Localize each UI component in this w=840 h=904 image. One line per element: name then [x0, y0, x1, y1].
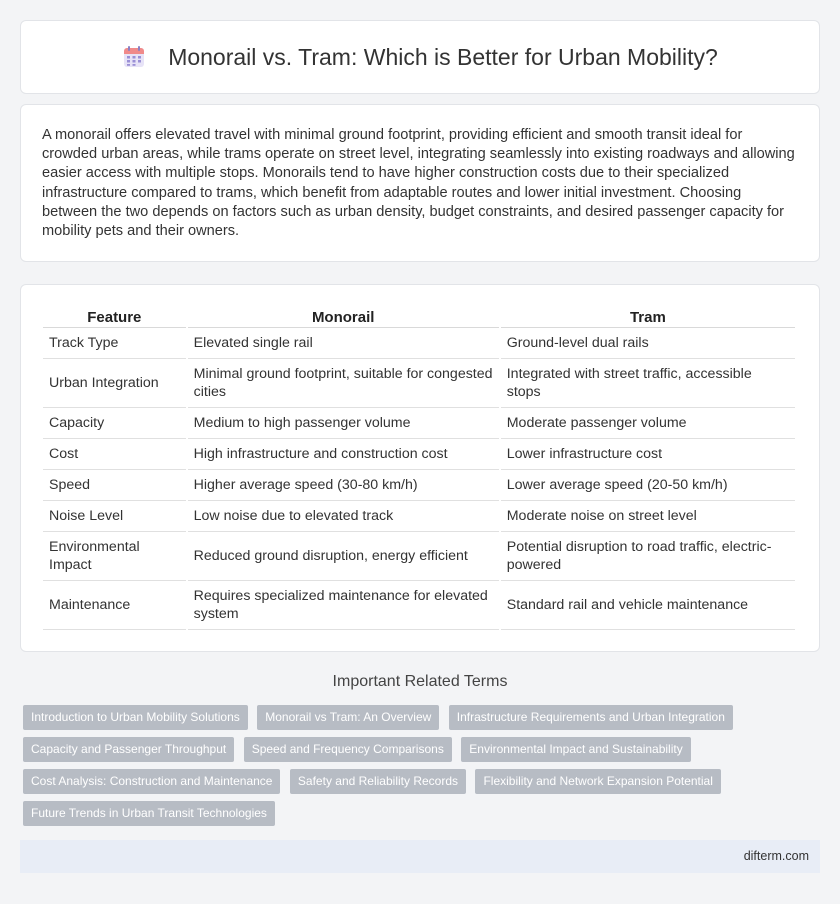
table-row [43, 328, 795, 359]
tram-cell: Standard rail and vehicle maintenance [501, 581, 795, 630]
related-term-tag[interactable]: Infrastructure Requirements and Urban Integration [449, 705, 733, 730]
monorail-cell: Requires specialized maintenance for elevated system [188, 581, 499, 630]
column-header-monorail: Monorail [188, 305, 499, 328]
related-term-tag[interactable]: Introduction to Urban Mobility Solutions [23, 705, 248, 730]
table-row [43, 439, 795, 470]
feature-cell: Environmental Impact [43, 532, 186, 581]
monorail-cell: High infrastructure and construction cost [188, 439, 499, 470]
tram-cell: Moderate noise on street level [501, 501, 795, 532]
feature-cell: Cost [43, 439, 186, 470]
column-header-feature: Feature [43, 305, 186, 328]
column-header-tram: Tram [501, 305, 795, 328]
table-row [43, 408, 795, 439]
comparison-card [20, 284, 820, 652]
feature-cell: Capacity [43, 408, 186, 439]
feature-cell: Urban Integration [43, 359, 186, 408]
footer-site-link[interactable]: difterm.com [743, 849, 809, 863]
monorail-cell: Elevated single rail [188, 328, 499, 359]
monorail-cell: Minimal ground footprint, suitable for congested cities [188, 359, 499, 408]
table-row [43, 359, 795, 408]
tram-cell: Ground-level dual rails [501, 328, 795, 359]
related-term-tag[interactable]: Capacity and Passenger Throughput [23, 737, 234, 762]
table-row [43, 501, 795, 532]
calendar-icon [122, 45, 146, 69]
tram-cell: Lower infrastructure cost [501, 439, 795, 470]
feature-cell: Maintenance [43, 581, 186, 630]
related-terms-heading: Important Related Terms [332, 673, 508, 690]
monorail-cell: Higher average speed (30-80 km/h) [188, 470, 499, 501]
related-term-tag[interactable]: Monorail vs Tram: An Overview [257, 705, 439, 730]
tram-cell: Integrated with street traffic, accessible stops [501, 359, 795, 408]
table-row [43, 532, 795, 581]
monorail-cell: Medium to high passenger volume [188, 408, 499, 439]
table-row [43, 581, 795, 630]
table-row [43, 470, 795, 501]
intro-text: A monorail offers elevated travel with minimal ground footprint, providing efficient and smooth transit ideal for crowded urban areas, while trams operate on street level, integrating seamlessly into existing roadways and allowing easier access with multiple stops. Monorails tend to have higher construction costs due to their specialized infrastructure compared to trams, which benefit from adaptable routes and lower initial investment. Choosing between the two depends on factors such as urban density, budget constraints, and desired passenger capacity for mobility pets and their owners. [42, 127, 795, 240]
feature-cell: Speed [43, 470, 186, 501]
tram-cell: Potential disruption to road traffic, electric-powered [501, 532, 795, 581]
related-term-tag[interactable]: Environmental Impact and Sustainability [461, 737, 690, 762]
intro-card [20, 104, 820, 262]
tram-cell: Moderate passenger volume [501, 408, 795, 439]
header-card [20, 20, 820, 94]
tram-cell: Lower average speed (20-50 km/h) [501, 470, 795, 501]
monorail-cell: Reduced ground disruption, energy efficient [188, 532, 499, 581]
comparison-table [41, 305, 797, 630]
page-title: Monorail vs. Tram: Which is Better for Urban Mobility? [168, 43, 718, 70]
monorail-cell: Low noise due to elevated track [188, 501, 499, 532]
related-term-tag[interactable]: Future Trends in Urban Transit Technologies [23, 801, 275, 826]
related-term-tag[interactable]: Speed and Frequency Comparisons [244, 737, 452, 762]
footer [20, 840, 820, 873]
feature-cell: Track Type [43, 328, 186, 359]
feature-cell: Noise Level [43, 501, 186, 532]
related-term-tag[interactable]: Safety and Reliability Records [290, 769, 466, 794]
related-term-tag[interactable]: Cost Analysis: Construction and Maintenance [23, 769, 280, 794]
related-terms-list [23, 705, 813, 833]
related-term-tag[interactable]: Flexibility and Network Expansion Potential [475, 769, 720, 794]
